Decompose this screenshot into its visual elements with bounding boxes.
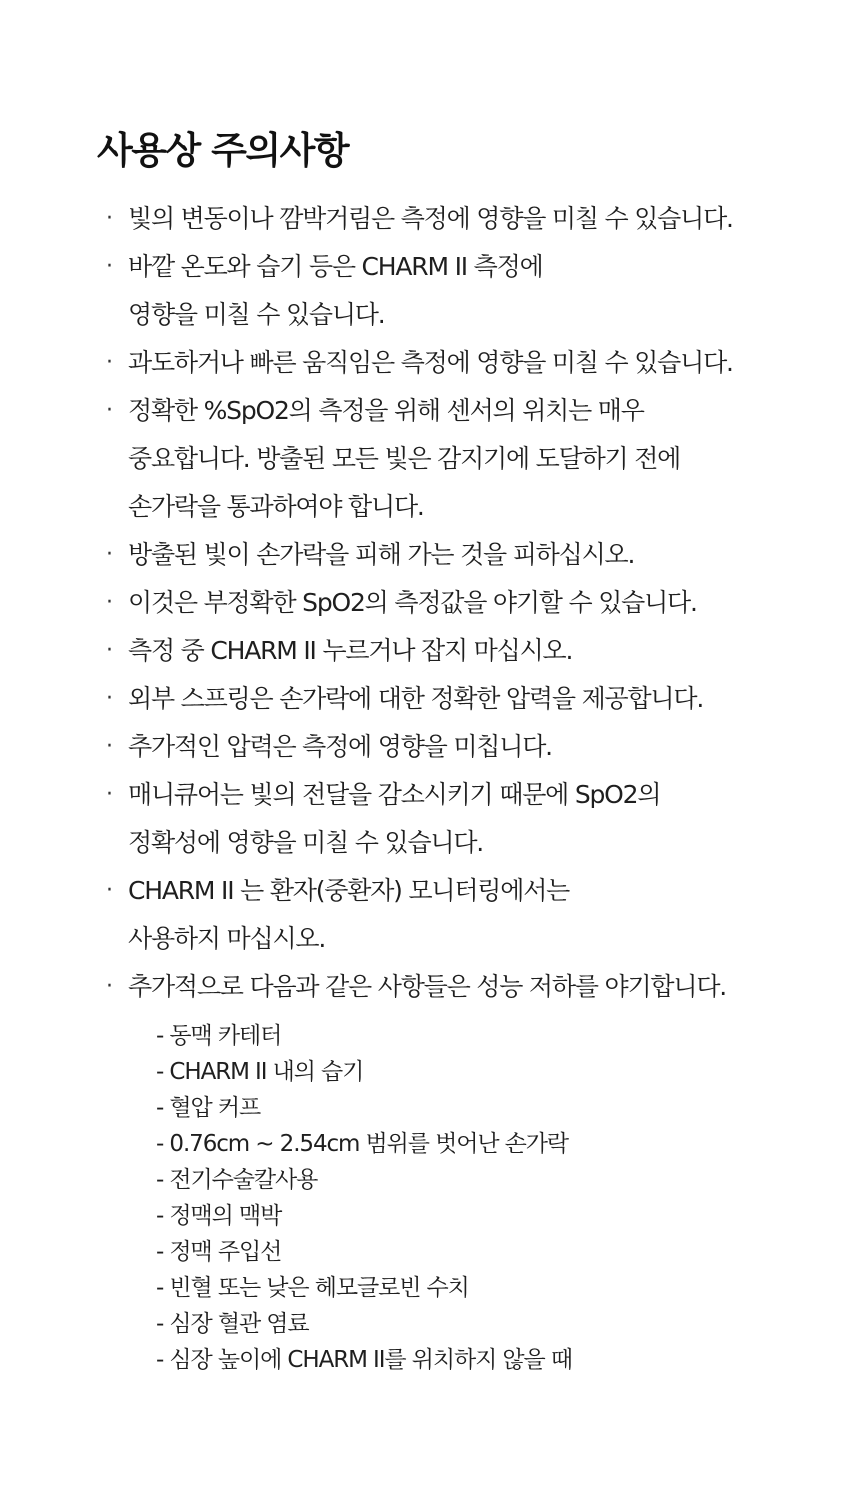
- performance-factor-item: - 전기수술칼사용: [156, 1167, 318, 1193]
- precaution-text: 정확성에 영향을 미칠 수 있습니다.: [128, 828, 484, 857]
- bullet-icon: ·: [106, 206, 112, 231]
- precaution-text: 추가적인 압력은 측정에 영향을 미칩니다.: [128, 732, 552, 761]
- bullet-icon: ·: [106, 686, 112, 711]
- precaution-item: [106, 579, 846, 627]
- performance-factor-item: - CHARM II 내의 습기: [156, 1059, 364, 1085]
- bullet-icon: ·: [106, 398, 112, 423]
- precaution-text: 영향을 미칠 수 있습니다.: [128, 300, 385, 329]
- bullet-icon: ·: [106, 974, 112, 999]
- precaution-item: [106, 675, 846, 723]
- performance-factor-item: - 0.76cm ~ 2.54cm 범위를 벗어난 손가락: [156, 1131, 569, 1157]
- performance-factor-item: - 정맥 주입선: [156, 1239, 282, 1265]
- precaution-item: [106, 195, 846, 243]
- precaution-text: 추가적으로 다음과 같은 사항들은 성능 저하를 야기합니다.: [128, 972, 727, 1001]
- bullet-icon: ·: [106, 254, 112, 279]
- precaution-item: [106, 243, 846, 339]
- performance-factor-item: - 혈압 커프: [156, 1095, 261, 1121]
- precaution-item: [106, 339, 846, 387]
- precaution-text: 정확한 %SpO2의 측정을 위해 센서의 위치는 매우: [128, 396, 644, 425]
- bullet-icon: ·: [106, 350, 112, 375]
- bullet-icon: ·: [106, 638, 112, 663]
- performance-factor-item: - 심장 높이에 CHARM II를 위치하지 않을 때: [156, 1347, 572, 1373]
- precaution-text: 바깥 온도와 습기 등은 CHARM II 측정에: [128, 252, 543, 281]
- precaution-item: [106, 723, 846, 771]
- performance-factor-item: - 심장 혈관 염료: [156, 1311, 309, 1337]
- precaution-item: [106, 627, 846, 675]
- page-title: 사용상 주의사항: [97, 129, 349, 172]
- precaution-text: 손가락을 통과하여야 합니다.: [128, 492, 424, 521]
- precaution-text: 이것은 부정확한 SpO2의 측정값을 야기할 수 있습니다.: [128, 588, 697, 617]
- performance-factor-item: - 정맥의 맥박: [156, 1203, 282, 1229]
- precaution-text: 중요합니다. 방출된 모든 빛은 감지기에 도달하기 전에: [128, 444, 681, 473]
- precaution-text: 사용하지 마십시오.: [128, 924, 326, 953]
- precaution-item: [106, 963, 846, 1011]
- precaution-text: 매니큐어는 빛의 전달을 감소시키기 때문에 SpO2의: [128, 780, 661, 809]
- performance-factor-item: - 동맥 카테터: [156, 1023, 282, 1049]
- precaution-item: [106, 867, 846, 963]
- precaution-item: [106, 771, 846, 867]
- bullet-icon: ·: [106, 590, 112, 615]
- precaution-text: 빛의 변동이나 깜박거림은 측정에 영향을 미칠 수 있습니다.: [128, 204, 733, 233]
- precaution-text: CHARM II 는 환자(중환자) 모니터링에서는: [128, 876, 570, 905]
- bullet-icon: ·: [106, 782, 112, 807]
- precaution-item: [106, 531, 846, 579]
- performance-factor-list: [156, 1018, 572, 1378]
- bullet-icon: ·: [106, 734, 112, 759]
- precaution-text: 방출된 빛이 손가락을 피해 가는 것을 피하십시오.: [128, 540, 635, 569]
- precaution-text: 과도하거나 빠른 움직임은 측정에 영향을 미칠 수 있습니다.: [128, 348, 733, 377]
- precaution-text: 측정 중 CHARM II 누르거나 잡지 마십시오.: [128, 636, 573, 665]
- precaution-text: 외부 스프링은 손가락에 대한 정확한 압력을 제공합니다.: [128, 684, 704, 713]
- bullet-icon: ·: [106, 878, 112, 903]
- bullet-icon: ·: [106, 542, 112, 567]
- performance-factor-item: - 빈혈 또는 낮은 헤모글로빈 수치: [156, 1275, 469, 1301]
- precaution-item: [106, 387, 846, 531]
